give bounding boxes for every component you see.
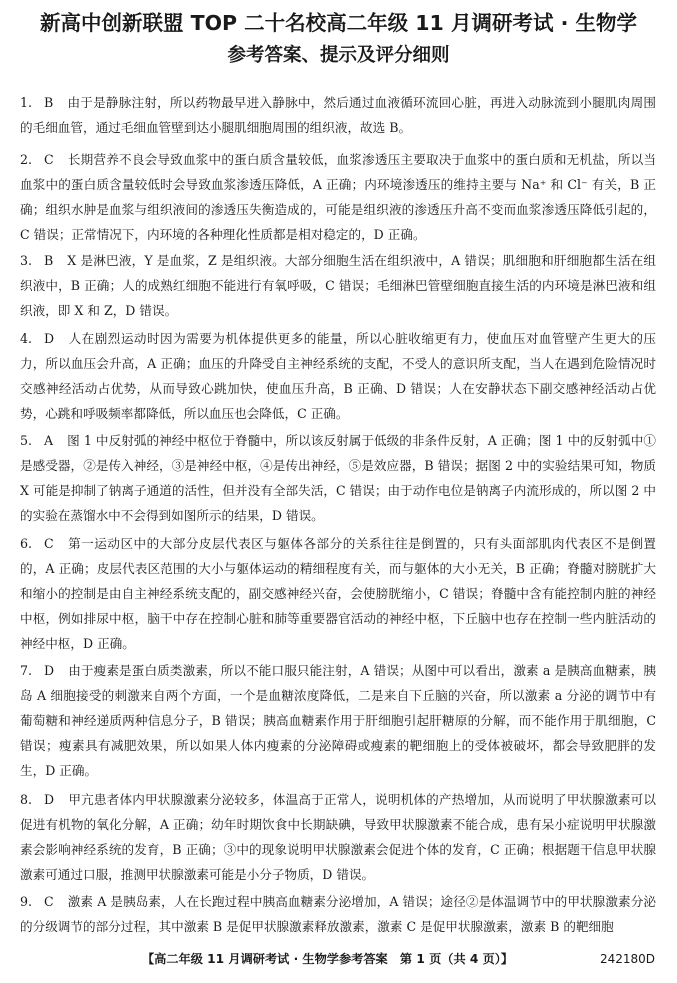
answer-choice: C — [44, 894, 54, 909]
answer-explanation: 激素 A 是胰岛素，人在长跑过程中胰高血糖素分泌增加，A 错误；途径②是体温调节中的甲状腺激素分泌的分级调节的部分过程，其中激素 B 是促甲状腺激素释放激素，激素 C 是促甲状腺激素，激素 B 的靶细胞 — [20, 894, 656, 934]
answer-number: 7. — [20, 663, 33, 678]
answer-number: 3. — [20, 253, 33, 268]
answer-item — [20, 248, 656, 323]
answer-explanation: 由于是静脉注射，所以药物最早进入静脉中，然后通过血液循环流回心脏，再进入动脉流到小腿肌肉周围的毛细血管，通过毛细血管壁到达小腿肌细胞周围的组织液，故选 B。 — [20, 95, 656, 135]
answer-choice: A — [44, 433, 54, 448]
answer-explanation: X 是淋巴液，Y 是血浆，Z 是组织液。大部分细胞生活在组织液中，A 错误；肌细胞和肝细胞都生活在组织液中，B 正确；人的成熟红细胞不能进行有氧呼吸，C 错误；毛细淋巴管壁细胞直接生活的内环境是淋巴液和组织液，即 X 和 Z，D 错误。 — [20, 253, 656, 318]
answer-choice: D — [44, 792, 55, 807]
answer-item — [20, 147, 656, 247]
answer-choice: D — [44, 331, 55, 346]
answer-explanation: 甲亢患者体内甲状腺激素分泌较多，体温高于正常人，说明机体的产热增加，从而说明了甲状腺激素可以促进有机物的氧化分解，A 正确；幼年时期饮食中长期缺碘，导致甲状腺激素不能合成，患有呆小症说明甲状腺激素会影响神经系统的发育，B 正确；③中的现象说明甲状腺激素会促进个体的发育，C 正确；根据题干信息甲状腺激素可通过口服，推测甲状腺激素可能是小分子物质，D 错误。 — [20, 792, 656, 882]
answer-item — [20, 90, 656, 140]
answer-choice: B — [44, 253, 54, 268]
page-subtitle: 参考答案、提示及评分细则 — [227, 45, 450, 66]
footer-page-info: 【高二年级 11 月调研考试 · 生物学参考答案 第 1 页（共 4 页）】 — [142, 952, 514, 966]
answer-item — [20, 326, 656, 426]
answer-item — [20, 889, 656, 939]
answer-item — [20, 787, 656, 887]
answer-number: 6. — [20, 536, 33, 551]
answer-choice: C — [44, 152, 54, 167]
page-title: 新高中创新联盟 TOP 二十名校高二年级 11 月调研考试 · 生物学 — [39, 11, 638, 35]
answer-number: 9. — [20, 894, 33, 909]
answer-explanation: 长期营养不良会导致血浆中的蛋白质含量较低，血浆渗透压主要取决于血浆中的蛋白质和无机盐，所以当血浆中的蛋白质含量较低时会导致血浆渗透压降低，A 正确；内环境渗透压的维持主要与 Na⁺ 和 Cl⁻ 有关，B 正确；组织水肿是血浆与组织液间的渗透压失衡造成的，可能是组织液的渗透压升高不变而血浆渗透压降低引起的，C 错误；正常情况下，内环境的各种理化性质都是相对稳定的，D 正确。 — [20, 152, 656, 242]
answer-choice: B — [44, 95, 54, 110]
answer-number: 4. — [20, 331, 33, 346]
answer-item — [20, 428, 656, 528]
answer-item — [20, 658, 656, 783]
answer-number: 1. — [20, 95, 33, 110]
answer-choice: D — [44, 663, 55, 678]
answer-explanation: 人在剧烈运动时因为需要为机体提供更多的能量，所以心脏收缩更有力，使血压对血管壁产生更大的压力，所以血压会升高，A 正确；血压的升降受自主神经系统的支配，不受人的意识所支配，当人在遇到危险情况时交感神经活动占优势，从而导致心跳加快，使血压升高，B 正确、D 错误；人在安静状态下副交感神经活动占优势，心跳和呼吸频率都降低，所以血压也会降低，C 正确。 — [20, 331, 656, 421]
answer-number: 5. — [20, 433, 33, 448]
answer-choice: C — [44, 536, 54, 551]
answer-explanation: 第一运动区中的大部分皮层代表区与躯体各部分的关系往往是倒置的，只有头面部肌肉代表区不是倒置的，A 正确；皮层代表区范围的大小与躯体运动的精细程度有关，而与躯体的大小无关，B 正确；脊髓对膀胱扩大和缩小的控制是由自主神经系统支配的，副交感神经兴奋，会使膀胱缩小，C 错误；脊髓中含有能控制内脏的神经中枢，例如排尿中枢，脑干中存在控制心脏和肺等重要器官活动的神经中枢，下丘脑中也存在控制一些内脏活动的神经中枢，D 正确。 — [20, 536, 656, 651]
answer-explanation: 由于瘦素是蛋白质类激素，所以不能口服只能注射，A 错误；从图中可以看出，激素 a 是胰高血糖素，胰岛 A 细胞接受的刺激来自两个方面，一个是血糖浓度降低，二是来自下丘脑的兴奋，所以激素 a 分泌的调节中有葡萄糖和神经递质两种信息分子，B 错误；胰高血糖素作用于肝细胞引起肝糖原的分解，而不能作用于肌细胞，C 错误；瘦素具有减肥效果，所以如果人体内瘦素的分泌障碍或瘦素的靶细胞上的受体被破坏，都会导致肥胖的发生，D 正确。 — [20, 663, 656, 778]
answer-number: 2. — [20, 152, 33, 167]
answer-number: 8. — [20, 792, 33, 807]
answer-explanation: 图 1 中反射弧的神经中枢位于脊髓中，所以该反射属于低级的非条件反射，A 正确；图 1 中的反射弧中①是感受器，②是传入神经，③是神经中枢，④是传出神经，⑤是效应器，B 错误；据图 2 中的实验结果可知，物质 X 可能是抑制了钠离子通道的活性，但并没有全部失活，C 错误；由于动作电位是钠离子内流形成的，所以图 2 中的实验在蒸馏水中不会得到如图所示的结果，D 错误。 — [20, 433, 656, 523]
answer-item — [20, 531, 656, 656]
footer-exam-code: 242180D — [599, 952, 655, 966]
